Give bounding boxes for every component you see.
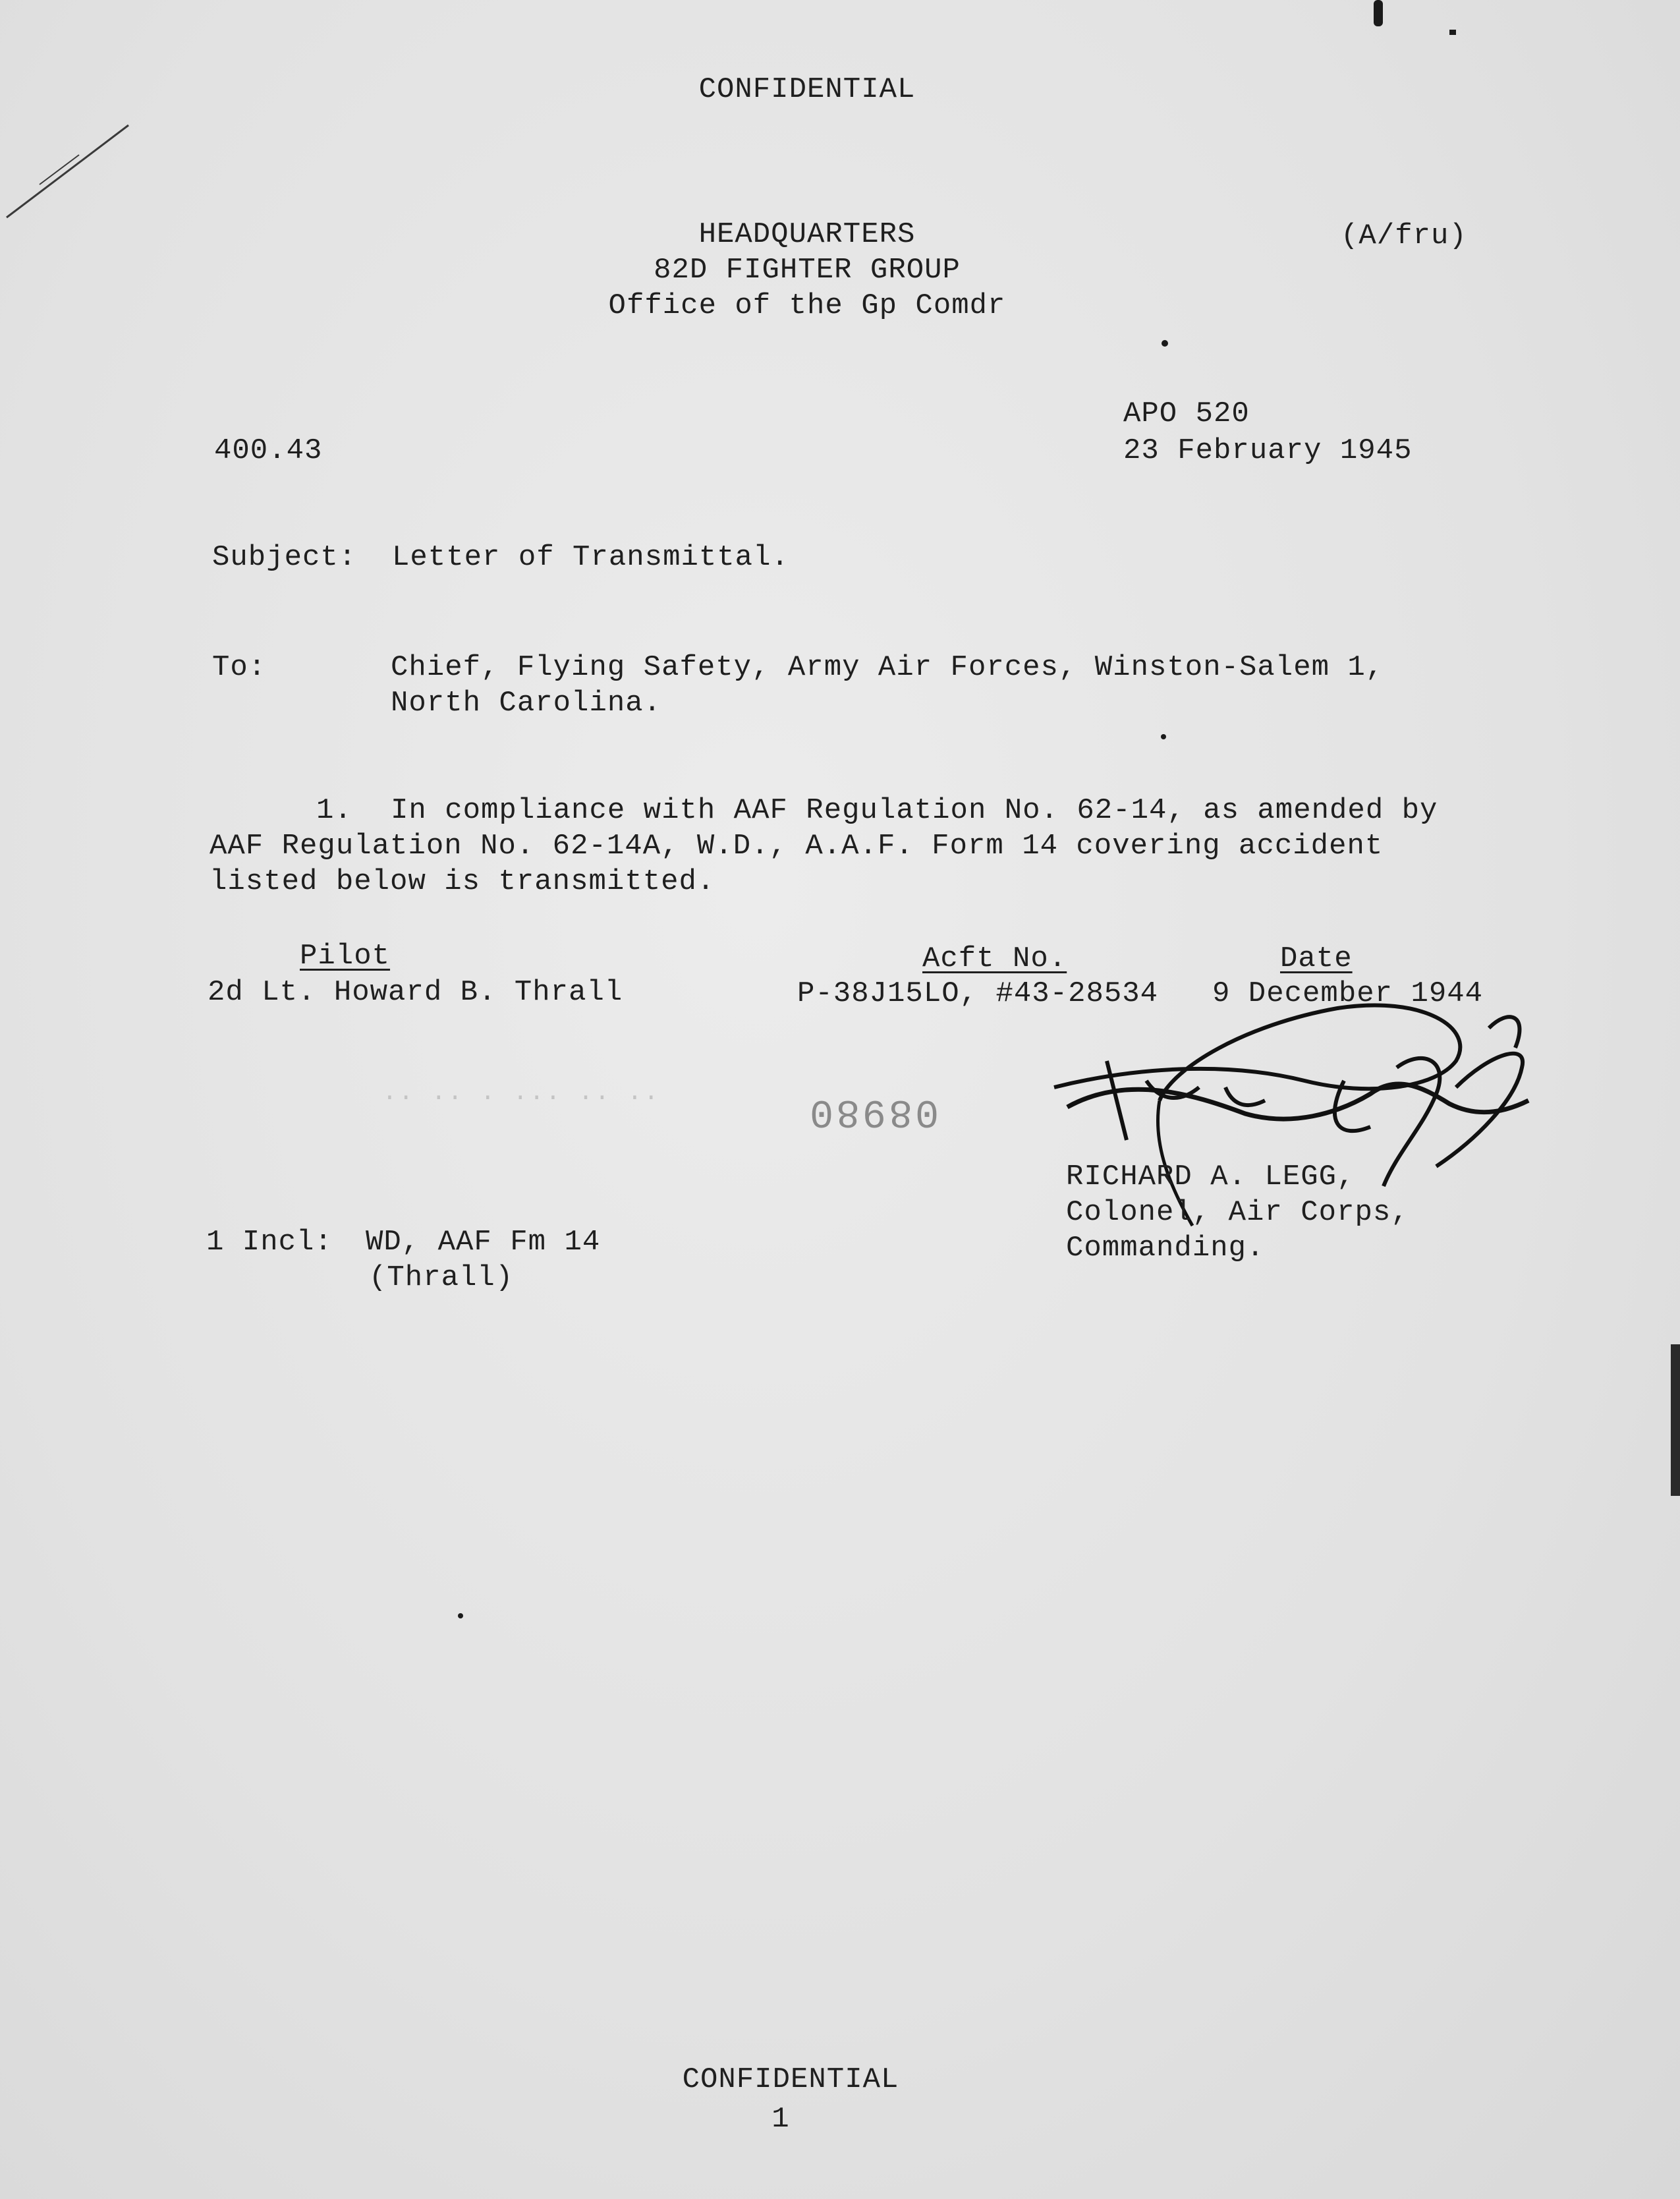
paragraph-line-1: In compliance with AAF Regulation No. 62-14, as amended by — [391, 794, 1438, 827]
inclosure-line-2: (Thrall) — [369, 1261, 514, 1294]
to-line-1: Chief, Flying Safety, Army Air Forces, Winston-Salem 1, — [391, 651, 1384, 684]
dust-speck — [1161, 734, 1166, 739]
header-headquarters: HEADQUARTERS — [698, 218, 916, 251]
classification-bottom: CONFIDENTIAL — [682, 2063, 899, 2096]
dust-speck — [1162, 340, 1168, 347]
inclosure-line-1: WD, AAF Fm 14 — [366, 1226, 601, 1259]
edge-speck — [1449, 30, 1456, 35]
subject-label: Subject: — [212, 541, 357, 574]
paragraph-number: 1. — [316, 794, 352, 827]
page-number: 1 — [771, 2103, 790, 2136]
table-header-pilot: Pilot — [300, 940, 391, 973]
subject-text: Letter of Transmittal. — [392, 541, 789, 574]
table-header-aircraft: Acft No. — [922, 942, 1067, 975]
signer-role: Commanding. — [1066, 1232, 1265, 1265]
inclosure-label: 1 Incl: — [206, 1226, 333, 1259]
letter-date: 23 February 1945 — [1123, 434, 1413, 467]
header-office: Office of the Gp Comdr — [608, 289, 1006, 322]
table-cell-pilot: 2d Lt. Howard B. Thrall — [208, 976, 623, 1009]
bleed-through-text: ·· ·· · ··· ·· ·· — [382, 1084, 660, 1112]
table-cell-aircraft: P-38J15LO, #43-28534 — [797, 977, 1159, 1010]
pen-stroke-mark — [0, 119, 145, 237]
file-number: 400.43 — [214, 434, 323, 467]
edge-blot — [1374, 0, 1383, 26]
classification-top: CONFIDENTIAL — [698, 73, 916, 106]
stamp-number: 08980 — [807, 1089, 939, 1133]
table-header-date: Date — [1280, 942, 1353, 975]
paragraph-line-2: AAF Regulation No. 62-14A, W.D., A.A.F. Form 14 covering accident — [210, 830, 1384, 863]
reference-code: (A/fru) — [1341, 219, 1467, 252]
signer-rank: Colonel, Air Corps, — [1066, 1196, 1409, 1229]
page-edge-shadow — [1671, 1344, 1680, 1496]
table-cell-date: 9 December 1944 — [1212, 977, 1484, 1010]
to-line-2: North Carolina. — [391, 687, 662, 720]
header-unit: 82D FIGHTER GROUP — [654, 254, 961, 287]
paragraph-line-3: listed below is transmitted. — [210, 865, 715, 898]
dust-speck — [458, 1613, 463, 1618]
signer-name: RICHARD A. LEGG, — [1066, 1160, 1355, 1193]
to-label: To: — [212, 651, 267, 684]
apo-number: APO 520 — [1123, 397, 1250, 430]
